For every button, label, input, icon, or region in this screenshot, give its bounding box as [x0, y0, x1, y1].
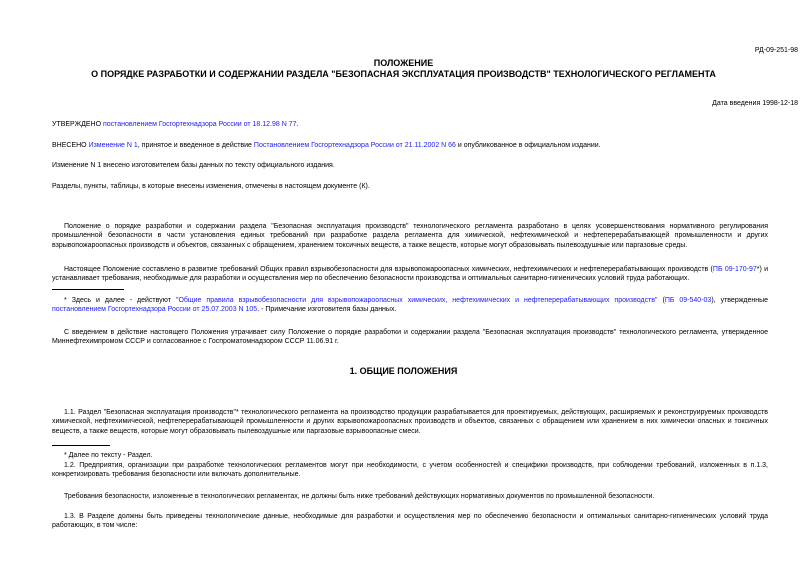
footnote-1-text-3: ), утвержденные — [711, 297, 769, 304]
general-rules-link[interactable]: "Общие правила взрывобезопасности для взрывопожароопасных химических, нефтехимических и нефтеперерабатывающих производств" — [175, 297, 658, 304]
repeal-paragraph: С введением в действие настоящего Положения утрачивает силу Положение о порядке разработки и содержании раздела "Безопасная эксплуатация производств" технологического регламента, утвержденное Миннефтехимпромом СССР и согласованное с Госпроматомнадзором СССР 11.06.91 г. — [52, 329, 768, 346]
footnote-1-text-1: * Здесь и далее - действуют — [64, 297, 176, 304]
introduced-line — [52, 141, 768, 150]
basis-paragraph — [52, 265, 768, 284]
document-number: РД-09-251-98 — [754, 47, 798, 54]
footnote-1-text-2: ( — [657, 297, 665, 304]
pb-09-170-97-link[interactable]: ПБ 09-170-97 — [712, 266, 757, 273]
intro-date: Дата введения 1998-12-18 — [712, 100, 798, 107]
document-subtitle: О ПОРЯДКЕ РАЗРАБОТКИ И СОДЕРЖАНИИ РАЗДЕЛА "БЕЗОПАСНАЯ ЭКСПЛУАТАЦИЯ ПРОИЗВОДСТВ" ТЕХНОЛОГИЧЕСКОГО РЕГЛАМЕНТА — [91, 69, 716, 79]
paragraph-1-1: 1.1. Раздел "Безопасная эксплуатация производств"* технологического регламента на производство продукции разрабатывается для проектируемых, действующих, расширяемых и реконструируемых производств химической, нефтехимической, нефтеперерабатывающей промышленности и других взрывопожароопасных производств и объектов, связанных с обращением или хранением в них химически опасных и токсичных веществ, а также веществ, которые могут образовывать пылевоздушные или паргазовые взрывоопасные смеси. — [52, 409, 768, 435]
pb-09-540-03-link[interactable]: ПБ 09-540-03 — [664, 297, 712, 304]
footnote-divider — [52, 289, 124, 290]
resolution-66-link[interactable]: Постановлением Госгортехнадзора России от 21.11.2002 N 66 — [253, 142, 456, 149]
document-title: ПОЛОЖЕНИЕ — [373, 58, 434, 68]
approved-prefix: УТВЕРЖДЕНО — [52, 121, 103, 128]
footnote-1-text-4: . - Примечание изготовителя базы данных. — [257, 306, 397, 314]
paragraph-1-2: 1.2. Предприятия, организации при разработке технологических регламентов могут при необходимости, с учетом особенностей и специфики производств, при соблюдении требований, изложенных в п.1.3, конкретизировать требования безопасности или включать дополнительные. — [52, 462, 768, 479]
introduced-mid: , принятое и введенное в действие — [137, 142, 254, 149]
section-1-heading: 1. ОБЩИЕ ПОЛОЖЕНИЯ — [349, 366, 458, 376]
footnote-1 — [52, 296, 768, 315]
footnote-2: * Далее по тексту - Раздел. — [64, 452, 153, 459]
approved-line — [52, 120, 768, 129]
basis-text-2: *) и устанавливает требования, необходимые для разработки и осуществления мер по обеспечению безопасности производства и оптимальных санитарно-гигиенических условий труда работающих. — [52, 266, 769, 283]
resolution-105-link[interactable]: постановлением Госгортехнадзора России от 25.07.2003 N 105 — [52, 306, 258, 314]
safety-requirements-paragraph: Требования безопасности, изложенные в технологических регламентах, не должны быть ниже требований действующих нормативных документов по промышленной безопасности. — [64, 493, 655, 500]
sections-note: Разделы, пункты, таблицы, в которые внесены изменения, отмечены в настоящем документе (К). — [52, 183, 370, 190]
intro-paragraph: Положение о порядке разработки и содержании раздела "Безопасная эксплуатация производств" технологического регламента разработано в целях усовершенствования нормативного регулирования промышленной безопасности в части установления единых требований при разработке раздела регламента для химической, нефтехимической и нефтеперерабатывающей промышленности и других взрывопожароопасных производств и объектов, связанных с обращением, хранением токсичных веществ, а также веществ, которые могут образовывать пылевоздушные или паргазовые среды. — [52, 223, 768, 249]
approved-suffix: . — [296, 121, 299, 128]
change-note: Изменение N 1 внесено изготовителем базы данных по тексту официального издания. — [52, 162, 335, 169]
change-1-link[interactable]: Изменение N 1 — [88, 142, 138, 149]
approved-link[interactable]: постановлением Госгортехнадзора России от 18.12.98 N 77 — [102, 121, 297, 128]
footnote-divider-2 — [52, 445, 110, 446]
introduced-prefix: ВНЕСЕНО — [52, 142, 89, 149]
basis-text-1: Настоящее Положение составлено в развитие требований Общих правил взрывобезопасности для взрывопожароопасных химических, нефтехимических и нефтеперерабатывающих производств ( — [64, 266, 713, 273]
paragraph-1-3: 1.3. В Разделе должны быть приведены технологические данные, необходимые для разработки и осуществления мер по обеспечению безопасности и оптимальных санитарно-гигиенических условий труда работающих, в том числе: — [52, 513, 768, 530]
introduced-suffix: и опубликованное в официальном издании. — [455, 142, 601, 149]
